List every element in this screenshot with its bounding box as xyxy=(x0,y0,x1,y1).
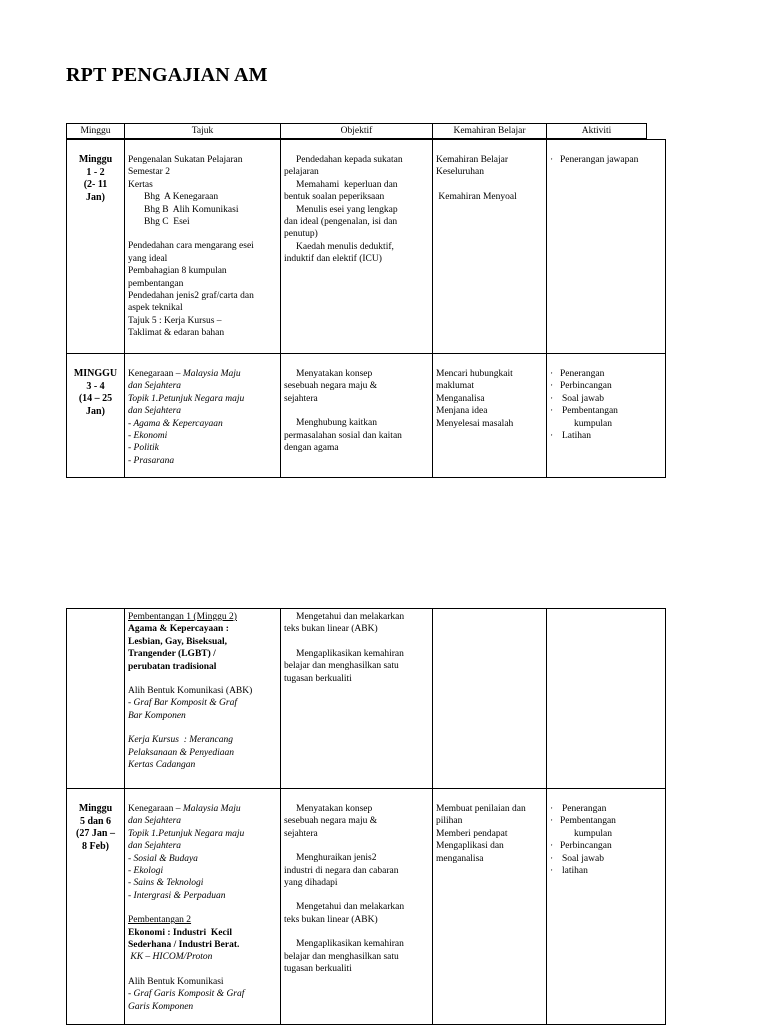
schedule-row xyxy=(67,789,666,1025)
cell-text: Mengaplikasikan kemahiran xyxy=(296,648,404,659)
cell-line xyxy=(128,710,277,722)
cell-text: aspek teknikal xyxy=(128,303,183,314)
cell-line xyxy=(128,179,277,191)
cell-line xyxy=(284,623,429,635)
cell-line xyxy=(128,302,277,314)
cell-text: Kenegaraan – xyxy=(128,804,183,814)
cell-text: yang dihadapi xyxy=(284,878,338,889)
cell-italic-text: Topik 1.Petunjuk Negara maju xyxy=(128,828,245,839)
cell-text: Menjana idea xyxy=(436,406,488,417)
cell-line xyxy=(128,290,277,302)
cell-text: Mengetahui dan melakarkan xyxy=(296,612,405,622)
cell-text: sejahtera xyxy=(284,828,318,839)
cell-line xyxy=(284,648,429,660)
cell-line xyxy=(550,853,662,865)
cell-italic-text: Malaysia Maju xyxy=(182,369,241,379)
cell-text: pelajaran xyxy=(284,167,319,178)
cell-line xyxy=(284,241,429,253)
week-line: (14 – 25 xyxy=(78,393,113,405)
objektif-cell xyxy=(281,140,433,354)
cell-text: Pembentangan 2 xyxy=(128,915,192,926)
cell-line xyxy=(284,204,429,216)
header-table xyxy=(66,123,647,139)
cell-line xyxy=(284,611,429,623)
cell-line xyxy=(550,418,662,430)
cell-line xyxy=(436,853,543,865)
cell-line xyxy=(284,393,429,405)
cell-line xyxy=(128,204,277,216)
cell-line xyxy=(284,963,429,975)
document-title: RPT PENGAJIAN AM xyxy=(66,64,268,86)
cell-line xyxy=(284,216,429,228)
cell-line xyxy=(284,253,429,265)
cell-line xyxy=(550,803,662,815)
cell-text: Penerangan jawapan xyxy=(560,155,639,165)
cell-line xyxy=(128,803,277,815)
cell-text: Bhg C Esei xyxy=(144,217,190,228)
cell-italic-text: - Politik xyxy=(128,443,159,454)
cell-line xyxy=(284,803,429,815)
cell-line xyxy=(128,265,277,277)
spacer xyxy=(284,405,429,417)
cell-line xyxy=(550,380,662,392)
objektif-cell xyxy=(281,789,433,1025)
cell-text: Memberi pendapat xyxy=(436,828,508,839)
tajuk-cell xyxy=(125,609,281,789)
cell-line xyxy=(436,815,543,827)
cell-line xyxy=(128,154,277,166)
cell-line xyxy=(128,914,277,926)
cell-line xyxy=(128,1001,277,1013)
week-line: Jan) xyxy=(86,191,105,203)
tajuk-cell xyxy=(125,140,281,354)
cell-italic-text: Bar Komponen xyxy=(128,710,186,721)
cell-text: industri di negara dan cabaran xyxy=(284,865,399,876)
cell-italic-text: dan Sejahtera xyxy=(128,816,182,827)
cell-line xyxy=(128,685,277,697)
cell-line xyxy=(284,901,429,913)
spacer xyxy=(436,179,543,191)
cell-line xyxy=(436,380,543,392)
cell-text: Kemahiran Menyoal xyxy=(436,191,517,202)
schedule-row xyxy=(67,354,666,478)
cell-line xyxy=(436,418,543,430)
tajuk-cell xyxy=(125,354,281,478)
cell-line xyxy=(436,405,543,417)
cell-text: Agama & Kepercayaan : xyxy=(128,624,229,635)
cell-line xyxy=(128,890,277,902)
cell-text: Keseluruhan xyxy=(436,167,485,178)
cell-italic-text: - Sains & Teknologi xyxy=(128,878,204,889)
spacer xyxy=(128,228,277,240)
cell-text: sejahtera xyxy=(284,393,318,404)
cell-line xyxy=(128,815,277,827)
cell-line xyxy=(284,166,429,178)
week-cell xyxy=(67,789,125,1025)
cell-text: Pembahagian 8 kumpulan xyxy=(128,266,227,277)
spacer xyxy=(284,889,429,901)
cell-text: Kenegaraan – xyxy=(128,369,183,379)
cell-line xyxy=(128,976,277,988)
cell-line xyxy=(128,865,277,877)
header-aktiviti: Aktiviti xyxy=(547,124,647,139)
cell-text: belajar dan menghasilkan satu xyxy=(284,661,399,672)
cell-text: Pengenalan Sukatan Pelajaran xyxy=(128,155,243,165)
cell-text: menganalisa xyxy=(436,853,484,864)
cell-line xyxy=(284,442,429,454)
cell-text: perubatan tradisional xyxy=(128,661,217,672)
cell-line xyxy=(128,840,277,852)
cell-line xyxy=(284,852,429,864)
cell-text: Penerangan xyxy=(562,804,607,814)
aktiviti-cell xyxy=(547,609,666,789)
cell-line xyxy=(436,393,543,405)
cell-italic-text: Kertas Cadangan xyxy=(128,760,196,771)
cell-text: Menganalisa xyxy=(436,393,485,404)
kemahiran-cell xyxy=(433,789,547,1025)
cell-text: Memahami keperluan dan xyxy=(296,179,398,190)
cell-line xyxy=(550,368,662,380)
cell-text: latihan xyxy=(562,866,588,877)
cell-text: tugasan berkualiti xyxy=(284,673,352,684)
cell-text: kumpulan xyxy=(574,828,612,839)
cell-line xyxy=(550,405,662,417)
cell-text: Perbincangan xyxy=(560,841,612,852)
cell-line xyxy=(128,759,277,771)
cell-line xyxy=(284,914,429,926)
cell-text: Trangender (LGBT) / xyxy=(128,649,216,660)
cell-line xyxy=(128,697,277,709)
cell-text: penutup) xyxy=(284,229,318,240)
cell-text: Latihan xyxy=(562,431,592,442)
week-line: Minggu xyxy=(78,803,113,814)
cell-text: induktif dan elektif (ICU) xyxy=(284,254,382,265)
cell-text: Alih Bentuk Komunikasi xyxy=(128,976,224,987)
cell-text: Perbincangan xyxy=(560,381,612,392)
cell-line xyxy=(550,154,662,166)
cell-text: Mengetahui dan melakarkan xyxy=(296,902,405,913)
cell-line xyxy=(128,988,277,1000)
cell-line xyxy=(284,380,429,392)
cell-italic-text: - Intergrasi & Perpaduan xyxy=(128,890,226,901)
cell-line xyxy=(128,927,277,939)
spacer xyxy=(284,636,429,648)
cell-line xyxy=(284,368,429,380)
cell-line xyxy=(284,154,429,166)
cell-text: Mencari hubungkait xyxy=(436,369,513,379)
cell-italic-text: - Ekonomi xyxy=(128,431,168,442)
cell-line xyxy=(284,417,429,429)
schedule-table-2 xyxy=(66,608,666,1025)
cell-line xyxy=(128,380,277,392)
cell-italic-text: - Graf Garis Komposit & Graf xyxy=(128,989,245,1000)
cell-text: Lesbian, Gay, Biseksual, xyxy=(128,636,227,647)
cell-line xyxy=(128,828,277,840)
cell-line xyxy=(128,216,277,228)
cell-line xyxy=(284,228,429,240)
cell-line xyxy=(128,418,277,430)
cell-italic-text: dan Sejahtera xyxy=(128,841,182,852)
cell-line xyxy=(128,623,277,635)
cell-text: Pendedahan jenis2 graf/carta dan xyxy=(128,291,254,302)
header-tajuk: Tajuk xyxy=(125,124,281,139)
cell-line xyxy=(128,166,277,178)
cell-italic-text: Kerja Kursus : Merancang xyxy=(128,735,234,746)
cell-text: Soal jawab xyxy=(562,393,604,404)
objektif-cell xyxy=(281,609,433,789)
tajuk-cell xyxy=(125,789,281,1025)
header-minggu: Minggu xyxy=(67,124,125,139)
cell-text: Bhg B Alih Komunikasi xyxy=(144,204,239,215)
cell-line xyxy=(128,455,277,467)
cell-line xyxy=(128,877,277,889)
cell-line xyxy=(128,191,277,203)
kemahiran-cell xyxy=(433,609,547,789)
cell-text: Kaedah menulis deduktif, xyxy=(296,241,394,252)
cell-text: teks bukan linear (ABK) xyxy=(284,624,378,635)
cell-line xyxy=(128,442,277,454)
cell-italic-text: - Sosial & Budaya xyxy=(128,853,198,864)
cell-line xyxy=(284,865,429,877)
cell-line xyxy=(284,828,429,840)
cell-text: Menyatakan konsep xyxy=(296,369,373,379)
week-line: (27 Jan – xyxy=(76,828,115,840)
cell-line xyxy=(284,430,429,442)
cell-text: kumpulan xyxy=(574,418,612,429)
cell-line xyxy=(550,393,662,405)
schedule-row xyxy=(67,609,666,789)
cell-line xyxy=(128,278,277,290)
cell-text: sesebuah negara maju & xyxy=(284,381,378,392)
cell-text: Kemahiran Belajar xyxy=(436,155,509,165)
cell-line xyxy=(550,840,662,852)
cell-line xyxy=(284,191,429,203)
cell-line xyxy=(550,865,662,877)
cell-italic-text: - Prasarana xyxy=(128,455,175,466)
cell-line xyxy=(128,253,277,265)
header-row xyxy=(67,124,647,139)
spacer xyxy=(128,964,277,976)
cell-text: Menyatakan konsep xyxy=(296,804,373,814)
schedule-row xyxy=(67,140,666,354)
cell-line xyxy=(284,660,429,672)
cell-text: Pembentangan xyxy=(562,406,618,417)
cell-line xyxy=(284,938,429,950)
cell-text: Alih Bentuk Komunikasi (ABK) xyxy=(128,686,253,697)
cell-italic-text: - Ekologi xyxy=(128,866,164,877)
cell-text: Bhg A Kenegaraan xyxy=(144,192,219,203)
cell-text: tugasan berkualiti xyxy=(284,964,352,975)
cell-italic-text: Malaysia Maju xyxy=(182,804,241,814)
cell-line xyxy=(436,166,543,178)
cell-text: Pembentangan 1 (Minggu 2) xyxy=(128,612,237,622)
cell-text: Ekonomi : Industri Kecil xyxy=(128,927,232,938)
cell-text: Pembentangan xyxy=(560,816,616,827)
week-line: 1 - 2 xyxy=(86,166,105,178)
cell-italic-text: Pelaksanaan & Penyediaan xyxy=(128,747,235,758)
spacer xyxy=(128,902,277,914)
cell-text: Sederhana / Industri Berat. xyxy=(128,940,240,951)
cell-text: Semestar 2 xyxy=(128,167,170,178)
cell-line xyxy=(128,611,277,623)
cell-line xyxy=(128,240,277,252)
spacer xyxy=(284,840,429,852)
cell-text: teks bukan linear (ABK) xyxy=(284,914,378,925)
cell-line xyxy=(128,661,277,673)
week-line: 5 dan 6 xyxy=(79,815,112,827)
cell-line xyxy=(436,840,543,852)
cell-line xyxy=(128,734,277,746)
cell-line xyxy=(284,673,429,685)
cell-line xyxy=(128,636,277,648)
cell-line xyxy=(128,939,277,951)
cell-line xyxy=(284,951,429,963)
week-line: 8 Feb) xyxy=(82,840,109,852)
cell-italic-text: - Agama & Kepercayaan xyxy=(128,418,223,429)
aktiviti-cell xyxy=(547,140,666,354)
aktiviti-cell xyxy=(547,789,666,1025)
kemahiran-cell xyxy=(433,354,547,478)
cell-line xyxy=(436,368,543,380)
header-objektif: Objektif xyxy=(281,124,433,139)
cell-line xyxy=(128,648,277,660)
week-line: Minggu xyxy=(78,154,113,165)
cell-text: permasalahan sosial dan kaitan xyxy=(284,430,402,441)
cell-line xyxy=(128,430,277,442)
cell-text: Taklimat & edaran bahan xyxy=(128,328,225,339)
week-line: Jan) xyxy=(86,405,105,417)
cell-italic-text: dan Sejahtera xyxy=(128,381,182,392)
cell-text: Menyelesai masalah xyxy=(436,418,514,429)
week-line: 3 - 4 xyxy=(86,380,105,392)
cell-text: yang ideal xyxy=(128,253,168,264)
cell-line xyxy=(284,877,429,889)
spacer xyxy=(128,673,277,685)
week-cell xyxy=(67,140,125,354)
week-line: MINGGU xyxy=(73,368,118,379)
cell-line xyxy=(128,315,277,327)
cell-italic-text: dan Sejahtera xyxy=(128,406,182,417)
cell-text: Tajuk 5 : Kerja Kursus – xyxy=(128,315,222,326)
cell-line xyxy=(284,815,429,827)
cell-text: bentuk soalan peperiksaan xyxy=(284,192,385,203)
cell-text: Pendedahan kepada sukatan xyxy=(296,155,403,165)
cell-line xyxy=(550,828,662,840)
cell-italic-text: - Graf Bar Komposit & Graf xyxy=(128,698,237,709)
cell-line xyxy=(284,179,429,191)
cell-text: Menghuraikan jenis2 xyxy=(296,853,377,864)
cell-text: Membuat penilaian dan xyxy=(436,804,526,814)
cell-line xyxy=(128,393,277,405)
cell-text: Mengaplikasi dan xyxy=(436,841,504,852)
cell-line xyxy=(128,327,277,339)
cell-italic-text: KK – HICOM/Proton xyxy=(128,952,213,963)
week-cell xyxy=(67,609,125,789)
cell-text: Menulis esei yang lengkap xyxy=(296,204,398,215)
cell-text: Menghubung kaitkan xyxy=(296,418,378,429)
week-line: (2- 11 xyxy=(83,179,108,191)
cell-line xyxy=(128,853,277,865)
cell-line xyxy=(128,368,277,380)
cell-text: dengan agama xyxy=(284,443,339,454)
cell-line xyxy=(436,828,543,840)
cell-text: Penerangan xyxy=(560,369,605,379)
spacer xyxy=(128,722,277,734)
cell-line xyxy=(436,803,543,815)
cell-line xyxy=(128,747,277,759)
cell-text: Soal jawab xyxy=(562,853,604,864)
cell-line xyxy=(436,191,543,203)
cell-line xyxy=(550,430,662,442)
schedule-table-1 xyxy=(66,139,666,478)
cell-text: belajar dan menghasilkan satu xyxy=(284,951,399,962)
cell-text: Kertas xyxy=(128,179,153,190)
cell-text: Mengaplikasikan kemahiran xyxy=(296,939,404,950)
cell-italic-text: Garis Komponen xyxy=(128,1001,194,1012)
cell-italic-text: Topik 1.Petunjuk Negara maju xyxy=(128,393,245,404)
cell-text: Pendedahan cara mengarang esei xyxy=(128,241,254,252)
cell-line xyxy=(128,951,277,963)
kemahiran-cell xyxy=(433,140,547,354)
cell-text: pilihan xyxy=(436,816,463,827)
cell-line xyxy=(128,405,277,417)
objektif-cell xyxy=(281,354,433,478)
header-kemahiran: Kemahiran Belajar xyxy=(433,124,547,139)
cell-text: pembentangan xyxy=(128,278,184,289)
spacer xyxy=(284,926,429,938)
cell-text: maklumat xyxy=(436,381,474,392)
aktiviti-cell xyxy=(547,354,666,478)
cell-line xyxy=(550,815,662,827)
week-cell xyxy=(67,354,125,478)
cell-text: sesebuah negara maju & xyxy=(284,816,378,827)
cell-text: dan ideal (pengenalan, isi dan xyxy=(284,217,398,228)
cell-line xyxy=(436,154,543,166)
